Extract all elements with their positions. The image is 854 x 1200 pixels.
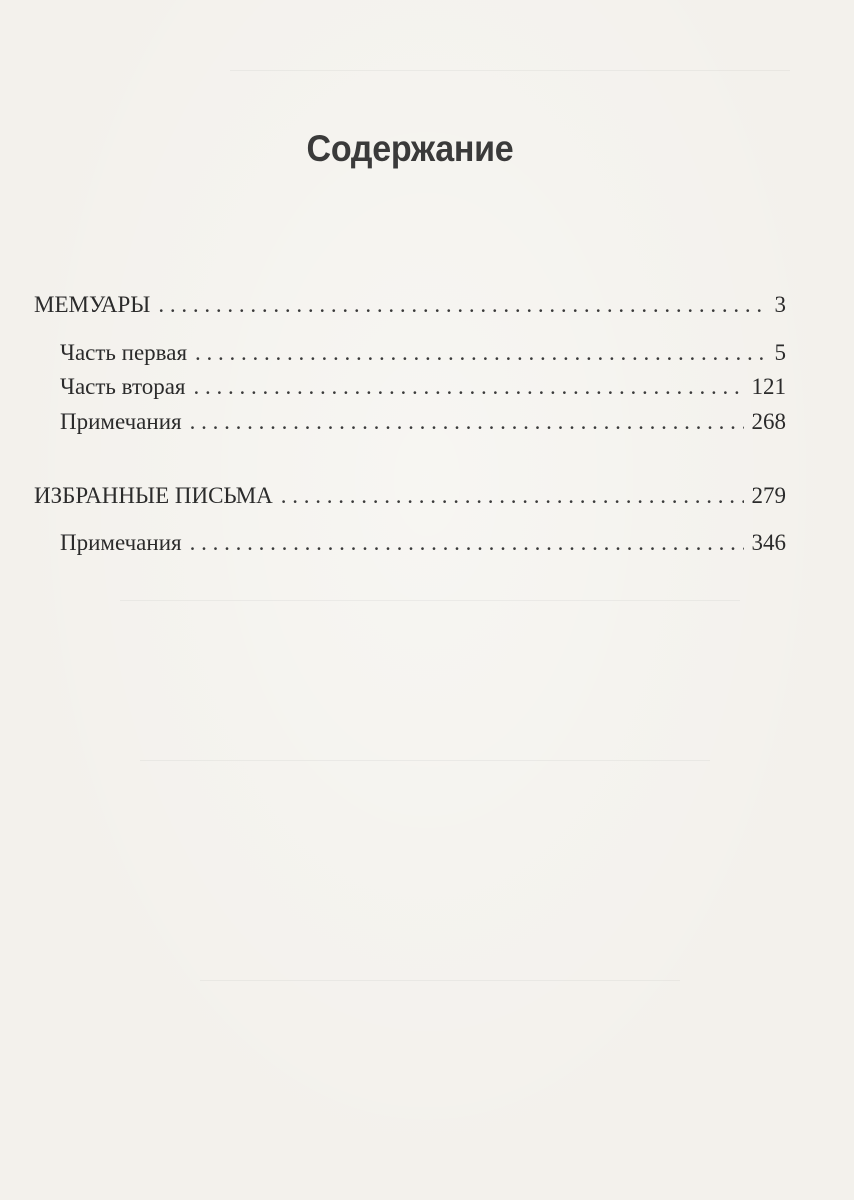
toc-entry-notes [60, 528, 786, 558]
toc-entry-label: Примечания [60, 409, 182, 434]
dot-leader [190, 528, 744, 558]
toc-entry-label: МЕМУАРЫ [34, 292, 151, 317]
toc-page-number: 279 [751, 483, 786, 508]
toc-entry-part-two [60, 372, 786, 402]
show-through-line [200, 980, 680, 981]
show-through-line [120, 600, 740, 601]
toc-page-number: 346 [751, 530, 786, 555]
dot-leader [158, 290, 766, 320]
toc-entry-label: ИЗБРАННЫЕ ПИСЬМА [34, 483, 273, 508]
dot-leader [195, 338, 766, 368]
toc-entry-label: Часть первая [60, 340, 188, 365]
toc-entry-part-one [60, 338, 786, 368]
show-through-line [140, 760, 710, 761]
dot-leader [281, 481, 744, 511]
show-through-line [230, 70, 790, 71]
page-title: Содержание [306, 128, 514, 169]
toc-entry-label: Часть вторая [60, 374, 186, 399]
toc-entry-label: Примечания [60, 530, 182, 555]
dot-leader [190, 407, 744, 437]
toc-entry-selected-letters [34, 481, 786, 511]
dot-leader [193, 372, 743, 402]
toc-page-number: 5 [774, 340, 786, 365]
toc-entry-notes [60, 407, 786, 437]
toc-entry-memoirs [34, 290, 786, 320]
toc-page-number: 121 [751, 374, 786, 399]
toc-page-number: 268 [751, 409, 786, 434]
toc-page-number: 3 [774, 292, 786, 317]
